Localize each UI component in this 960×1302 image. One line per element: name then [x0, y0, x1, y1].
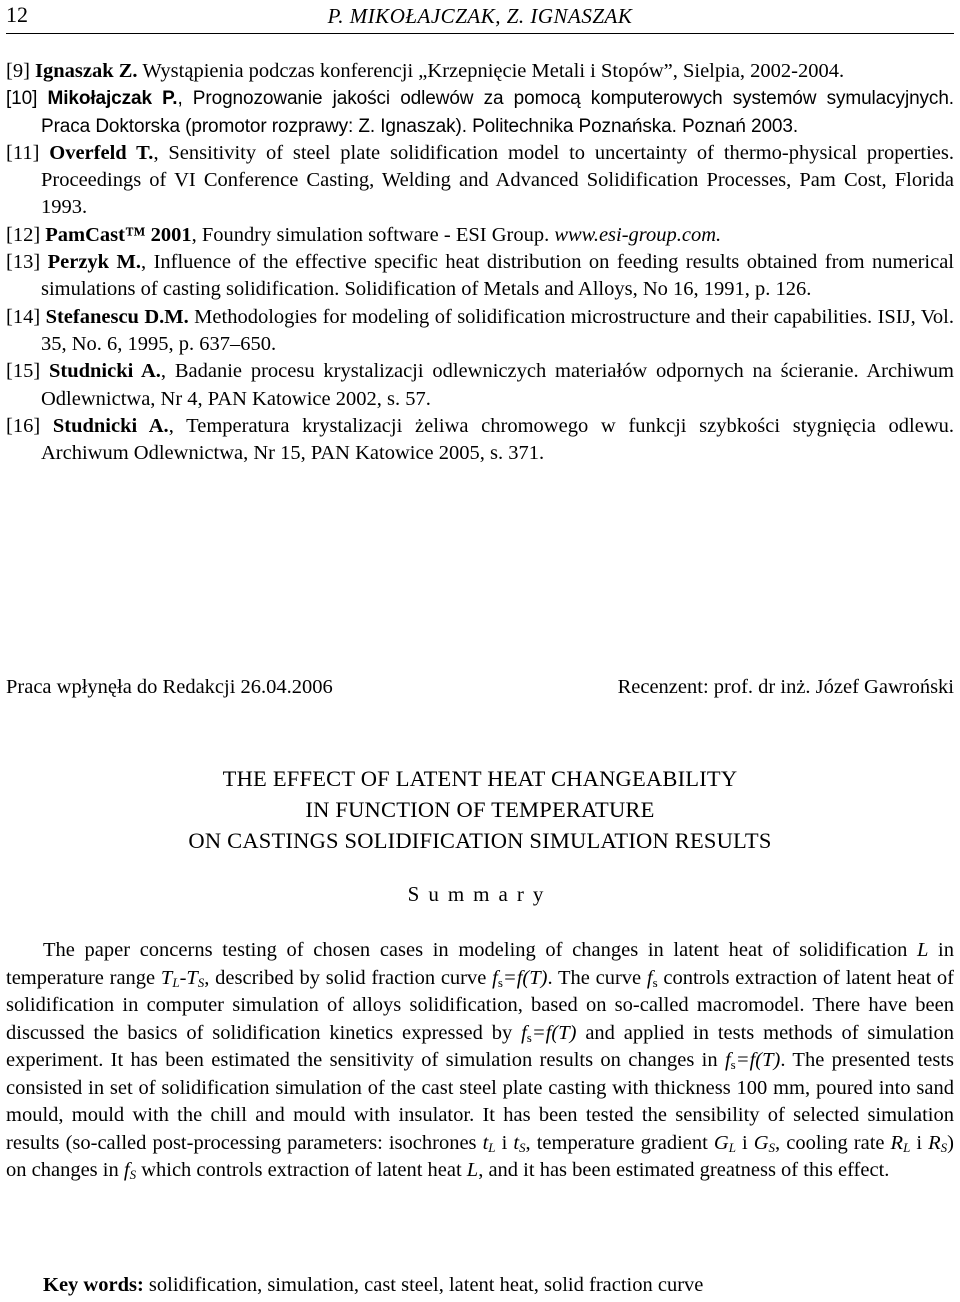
page-header — [6, 2, 954, 32]
keywords-text: solidification, simulation, cast steel, latent heat, solid fraction curve — [143, 1274, 704, 1296]
references-list — [6, 58, 954, 467]
reference-item: [14] Stefanescu D.M. Methodologies for modeling of solidification microstructure and their capabilities. ISIJ, Vol. 35, No. 6, 1995, p. 637–650. — [6, 305, 954, 355]
reference-authors: PamCast™ 2001 — [45, 223, 192, 246]
reference-authors: Mikołajczak P. — [47, 88, 178, 110]
reference-item: [13] Perzyk M., Influence of the effective specific heat distribution on feeding results obtained from numerical simulations of casting solidification. Solidification of Metals and Alloys, No 16, 1991, p. 126. — [6, 251, 954, 301]
title-line: THE EFFECT OF LATENT HEAT CHANGEABILITY — [222, 766, 738, 791]
reference-authors: Overfeld T. — [49, 141, 154, 164]
received-date: Praca wpłynęła do Redakcji 26.04.2006 — [6, 676, 333, 698]
reference-authors: Perzyk M. — [47, 251, 141, 274]
reference-item: [11] Overfeld T., Sensitivity of steel plate solidification model to uncertainty of thermo-physical properties. Proceedings of VI Conference Casting, Welding and Advanced Solidification Processes, Pam Cost, Florida 1993. — [6, 141, 955, 219]
reference-item: [16] Studnicki A., Temperatura krystalizacji żeliwa chromowego w funkcji szybkości stygnięcia odlewu. Archiwum Odlewnictwa, Nr 15, PAN Katowice 2005, s. 371. — [6, 414, 954, 465]
reference-url: www.esi-group.com. — [554, 223, 722, 246]
page-number: 12 — [6, 2, 28, 27]
reference-authors: Ignaszak Z. — [35, 60, 138, 82]
reference-item: [10] Mikołajczak P., Prognozowanie jakości odlewów za pomocą komputerowych systemów symulacyjnych. Praca Doktorska (promotor rozprawy: Z. Ignaszak). Politechnika Poznańska. Poznań 2003. — [6, 88, 954, 137]
english-title — [0, 763, 960, 856]
running-head: P. MIKOŁAJCZAK, Z. IGNASZAK — [327, 4, 633, 28]
title-line: ON CASTINGS SOLIDIFICATION SIMULATION RESULTS — [188, 828, 772, 853]
reference-authors: Studnicki A. — [48, 360, 161, 383]
reference-item: [15] Studnicki A., Badanie procesu krystalizacji odlewniczych materiałów odpornych na ścieranie. Archiwum Odlewnictwa, Nr 4, PAN Katowice 2002, s. 57. — [6, 360, 954, 410]
reviewer: Recenzent: prof. dr inż. Józef Gawroński — [617, 676, 954, 698]
reference-item: [9] Ignaszak Z. Wystąpienia podczas konferencji „Krzepnięcie Metali i Stopów”, Sielpia, 2002-2004. — [6, 60, 845, 82]
keywords-label: Key words: — [43, 1274, 144, 1296]
keywords — [43, 1274, 703, 1297]
abstract-paragraph: The paper concerns testing of chosen cases in modeling of changes in latent heat of solidification L in temperature range $T_L-T_S$, described by solid fraction curve $f_s=f(T)$. The curve $f_s$ controls extraction of latent heat of solidification in computer simulation of alloys solidification, based on so-called macromodel. There have been discussed the basics of solidification kinetics expressed by $f_s=f(T)$ and applied in tests methods of simulation experiment. It has been estimated the sensitivity of simulation results on changes in $f_s=f(T)$. The presented tests consisted in set of solidification simulation of the cast steel plate casting with thickness 100 mm, poured into sand mould, mould with the chill and mould with insulator. It has been tested the sensibility of selected simulation results (so-called post-processing parameters: isochrones $t_L$ i $t_S$, temperature gradient $G_L$ i $G_S$, cooling rate $R_L$ i $R_S$) on changes in $f_S$ which controls extraction of latent heat L, and it has been estimated greatness of this effect. — [6, 939, 955, 1182]
header-rule — [6, 33, 954, 34]
reference-authors: Stefanescu D.M. — [45, 305, 189, 328]
reference-item: [12] PamCast™ 2001, Foundry simulation software - ESI Group. www.esi-group.com. — [6, 223, 722, 246]
summary-heading: Summary — [407, 882, 553, 906]
title-line: IN FUNCTION OF TEMPERATURE — [305, 797, 655, 822]
reference-authors: Studnicki A. — [52, 414, 169, 437]
